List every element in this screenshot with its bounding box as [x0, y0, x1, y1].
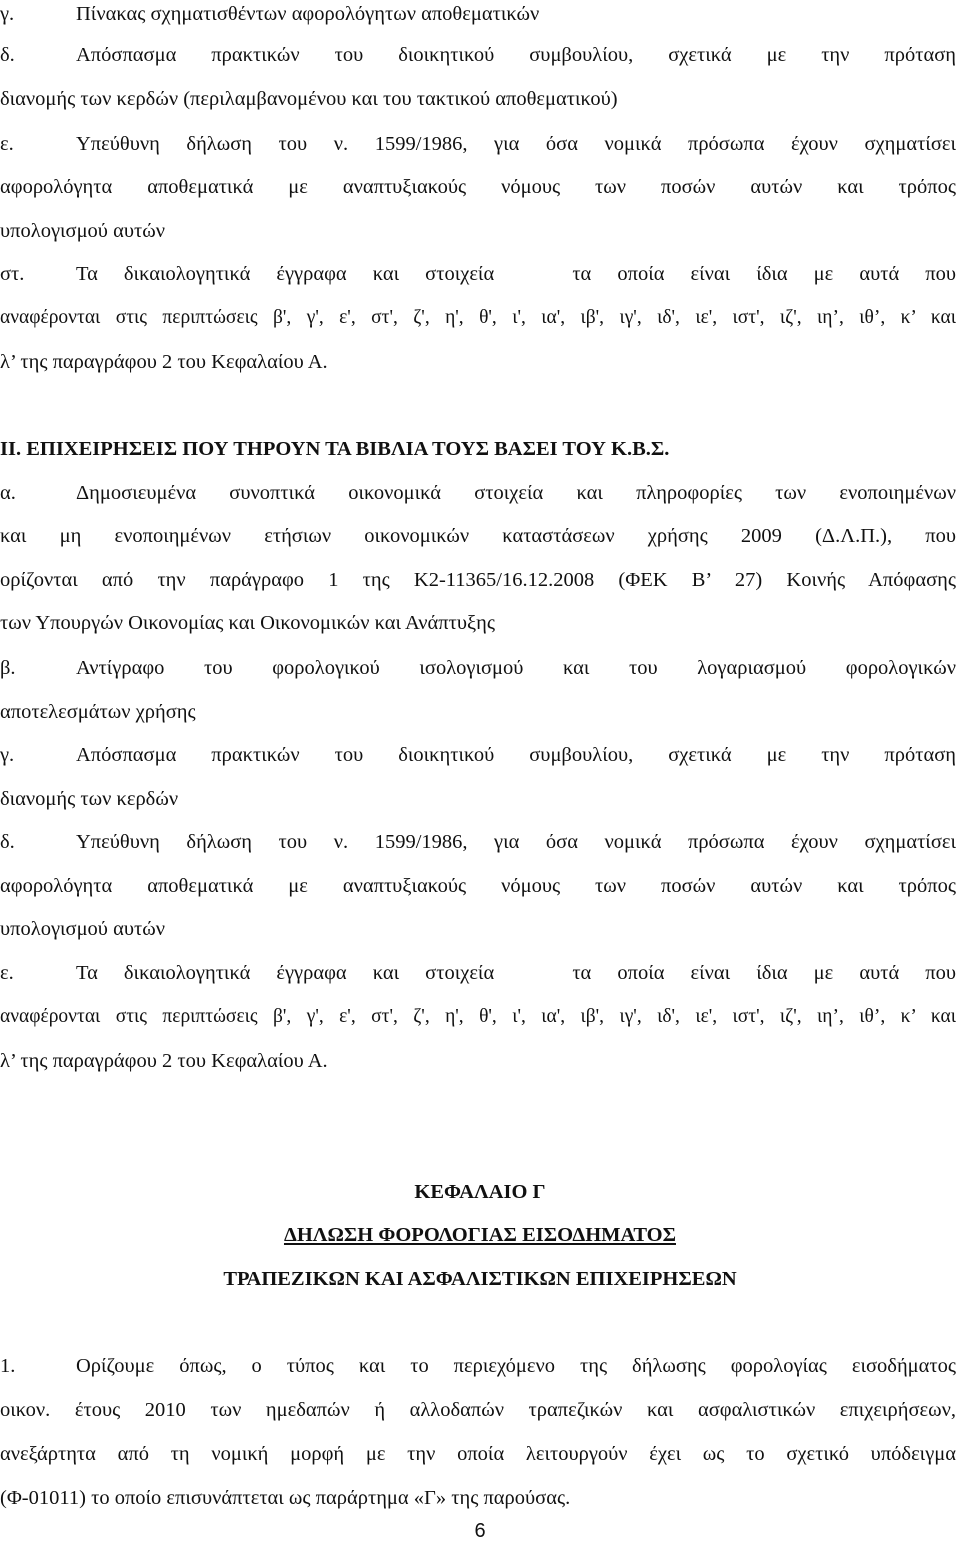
chapter-title: ΚΕΦΑΛΑΙΟ Γ	[414, 1181, 546, 1203]
list-text: Αντίγραφο του φορολογικού ισολογισμού και του λογαριασμού φορολογικών	[76, 657, 956, 679]
list-marker: στ.	[0, 263, 25, 285]
list-item-st-line3: λ’ της παραγράφου 2 του Κεφαλαίου Α.	[0, 351, 328, 373]
chapter-subtitle-2: ΤΡΑΠΕΖΙΚΩΝ ΚΑΙ ΑΣΦΑΛΙΣΤΙΚΩΝ ΕΠΙΧΕΙΡΗΣΕΩΝ	[223, 1268, 737, 1290]
list-item-a-line4: των Υπουργών Οικονομίας και Οικονομικών και Ανάπτυξης	[0, 612, 496, 634]
list-text: Απόσπασμα πρακτικών του διοικητικού συμβουλίου, σχετικά με την πρόταση	[76, 44, 956, 66]
list-item-e2-line2: αναφέρονται στις περιπτώσεις β', γ', ε', στ', ζ', η', θ', ι', ια', ιβ', ιγ', ιδ', ιε', ιστ', ιζ', ιη’, ιθ’, κ’ και	[0, 1006, 956, 1027]
list-item-a-line3: ορίζονται από την παράγραφο 1 της Κ2-11365/16.12.2008 (ΦΕΚ Β’ 27) Κοινής Απόφασης	[0, 569, 956, 591]
list-item-e-line2: αφορολόγητα αποθεματικά με αναπτυξιακούς νόμους των ποσών αυτών και τρόπος	[0, 176, 956, 198]
list-marker: δ.	[0, 44, 15, 66]
list-item-b-line2: αποτελεσμάτων χρήσης	[0, 701, 196, 723]
list-item-g	[0, 0, 956, 29]
list-item-d2-line2: αφορολόγητα αποθεματικά με αναπτυξιακούς νόμους των ποσών αυτών και τρόπος	[0, 875, 956, 897]
list-item-d2-line3: υπολογισμού αυτών	[0, 918, 165, 940]
list-item-st-line1	[0, 259, 956, 289]
chapter-subtitle-1	[0, 1220, 960, 1250]
list-item-e-line1	[0, 129, 956, 159]
section-heading: ΙΙ. ΕΠΙΧΕΙΡΗΣΕΙΣ ΠΟΥ ΤΗΡΟΥΝ ΤΑ ΒΙΒΛΙΑ ΤΟΥΣ ΒΑΣΕΙ ΤΟΥ Κ.Β.Σ.	[0, 438, 670, 460]
list-text: Τα δικαιολογητικά έγγραφα και στοιχεία τα οποία είναι ίδια με αυτά που	[76, 962, 956, 984]
paragraph-1-line1	[0, 1351, 956, 1381]
list-text: Δημοσιευμένα συνοπτικά οικονομικά στοιχεία και πληροφορίες των ενοποιημένων	[76, 482, 956, 504]
paragraph-1-line2: οικον. έτους 2010 των ημεδαπών ή αλλοδαπών τραπεζικών και ασφαλιστικών επιχειρήσεων,	[0, 1399, 956, 1421]
list-item-d-line2: διανομής των κερδών (περιλαμβανομένου και του τακτικού αποθεματικού)	[0, 88, 618, 110]
list-item-d2-line1	[0, 827, 956, 857]
list-item-b-line1	[0, 653, 956, 683]
list-item-g2-line1	[0, 740, 956, 770]
list-item-a-line2: και μη ενοποιημένων ετήσιων οικονομικών καταστάσεων χρήσης 2009 (Δ.Λ.Π.), που	[0, 525, 956, 547]
list-item-e2-line1	[0, 958, 956, 988]
list-marker: 1.	[0, 1355, 16, 1377]
list-marker: δ.	[0, 831, 15, 853]
list-item-e-line3: υπολογισμού αυτών	[0, 220, 165, 242]
list-marker: ε.	[0, 133, 14, 155]
list-marker: β.	[0, 657, 16, 679]
list-marker: α.	[0, 482, 16, 504]
list-text: Υπεύθυνη δήλωση του ν. 1599/1986, για όσα νομικά πρόσωπα έχουν σχηματίσει	[76, 133, 956, 155]
list-marker: ε.	[0, 962, 14, 984]
chapter-subtitle-1-text: ΔΗΛΩΣΗ ΦΟΡΟΛΟΓΙΑΣ ΕΙΣΟΔΗΜΑΤΟΣ	[283, 1224, 676, 1246]
list-item-a-line1	[0, 478, 956, 508]
list-item-g2-line2: διανομής των κερδών	[0, 788, 179, 810]
list-item-d-line1	[0, 40, 956, 70]
list-text: Τα δικαιολογητικά έγγραφα και στοιχεία τα οποία είναι ίδια με αυτά που	[76, 263, 956, 285]
list-marker: γ.	[0, 3, 15, 25]
list-text: Υπεύθυνη δήλωση του ν. 1599/1986, για όσα νομικά πρόσωπα έχουν σχηματίσει	[76, 831, 956, 853]
list-text: Πίνακας σχηματισθέντων αφορολόγητων αποθεματικών	[76, 3, 540, 25]
list-text: Απόσπασμα πρακτικών του διοικητικού συμβουλίου, σχετικά με την πρόταση	[76, 744, 956, 766]
list-item-e2-line3: λ’ της παραγράφου 2 του Κεφαλαίου Α.	[0, 1050, 328, 1072]
list-item-st-line2: αναφέρονται στις περιπτώσεις β', γ', ε', στ', ζ', η', θ', ι', ια', ιβ', ιγ', ιδ', ιε', ιστ', ιζ', ιη’, ιθ’, κ’ και	[0, 307, 956, 328]
paragraph-1-line3: ανεξάρτητα από τη νομική μορφή με την οποία λειτουργούν έχει ως το σχετικό υπόδειγμα	[0, 1443, 956, 1465]
paragraph-1-line4: (Φ-01011) το οποίο επισυνάπτεται ως παράρτημα «Γ» της παρούσας.	[0, 1487, 571, 1509]
list-text: Ορίζουμε όπως, ο τύπος και το περιεχόμενο της δήλωσης φορολογίας εισοδήματος	[76, 1355, 956, 1377]
page-number: 6	[474, 1520, 486, 1542]
list-marker: γ.	[0, 744, 15, 766]
